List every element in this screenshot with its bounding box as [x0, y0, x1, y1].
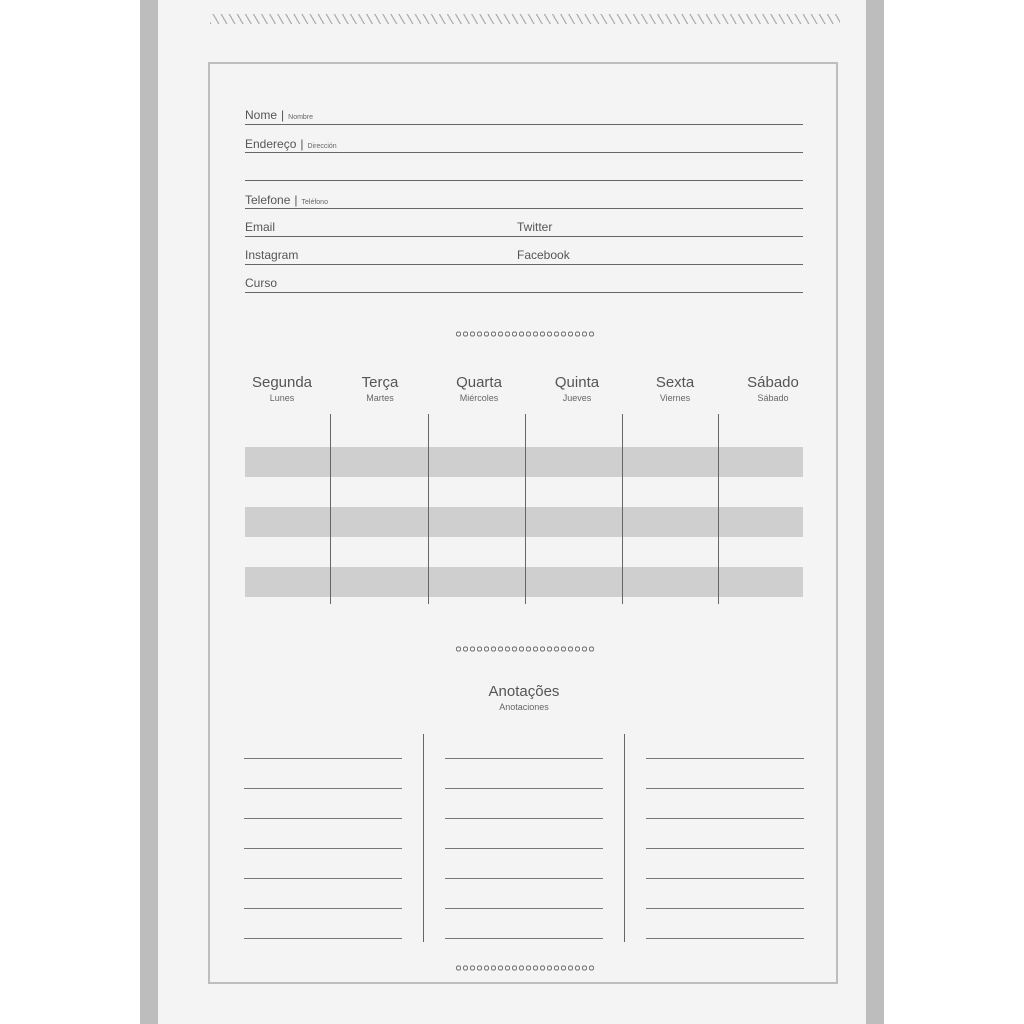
day-header-wednesday: Quarta Miércoles [456, 374, 502, 403]
notes-line[interactable] [445, 878, 603, 879]
name-label: Nome | Nombre [245, 108, 314, 122]
address-field[interactable] [245, 152, 803, 153]
email-twitter-field[interactable] [245, 236, 803, 237]
dot-divider-3 [455, 964, 595, 972]
perforation-hatch [210, 14, 840, 24]
email-label: Email [245, 220, 276, 234]
notes-line[interactable] [244, 938, 402, 939]
notes-column-divider [624, 734, 625, 942]
notes-column-divider [423, 734, 424, 942]
twitter-label: Twitter [517, 220, 553, 234]
phone-field[interactable] [245, 208, 803, 209]
schedule-column-divider [622, 414, 623, 604]
notes-line[interactable] [445, 758, 603, 759]
dot-divider-1 [455, 330, 595, 338]
notes-line[interactable] [445, 848, 603, 849]
notes-line[interactable] [646, 758, 804, 759]
notes-line[interactable] [646, 878, 804, 879]
notes-line[interactable] [244, 878, 402, 879]
spine-left [140, 0, 158, 1024]
course-field[interactable] [245, 292, 803, 293]
schedule-column-divider [718, 414, 719, 604]
address-field-line-2[interactable] [245, 180, 803, 181]
notes-line[interactable] [244, 758, 402, 759]
dot-divider-2 [455, 645, 595, 653]
course-label: Curso [245, 276, 278, 290]
notes-line[interactable] [646, 788, 804, 789]
schedule-row-stripe [245, 447, 803, 477]
name-field[interactable] [245, 124, 803, 125]
day-header-monday: Segunda Lunes [251, 374, 313, 403]
notes-heading: Anotações Anotaciones [488, 683, 560, 712]
notes-line[interactable] [646, 848, 804, 849]
schedule-column-divider [525, 414, 526, 604]
schedule-column-divider [330, 414, 331, 604]
day-header-thursday: Quinta Jueves [554, 374, 600, 403]
notes-line[interactable] [244, 788, 402, 789]
notes-line[interactable] [445, 788, 603, 789]
notes-line[interactable] [646, 938, 804, 939]
instagram-facebook-field[interactable] [245, 264, 803, 265]
notes-line[interactable] [244, 818, 402, 819]
day-header-saturday: Sábado Sábado [747, 374, 799, 403]
phone-label: Telefone | Teléfono [245, 193, 328, 207]
schedule-row-stripe [245, 507, 803, 537]
notes-line[interactable] [445, 908, 603, 909]
notes-line[interactable] [445, 818, 603, 819]
day-header-tuesday: Terça Martes [361, 374, 399, 403]
notes-line[interactable] [646, 908, 804, 909]
schedule-row-stripe [245, 567, 803, 597]
address-label: Endereço | Dirección [245, 137, 337, 151]
notes-line[interactable] [244, 848, 402, 849]
notes-line[interactable] [244, 908, 402, 909]
spine-right [866, 0, 884, 1024]
notes-line[interactable] [646, 818, 804, 819]
day-header-friday: Sexta Viernes [655, 374, 695, 403]
instagram-label: Instagram [245, 248, 299, 262]
facebook-label: Facebook [517, 248, 570, 262]
notes-line[interactable] [445, 938, 603, 939]
schedule-column-divider [428, 414, 429, 604]
